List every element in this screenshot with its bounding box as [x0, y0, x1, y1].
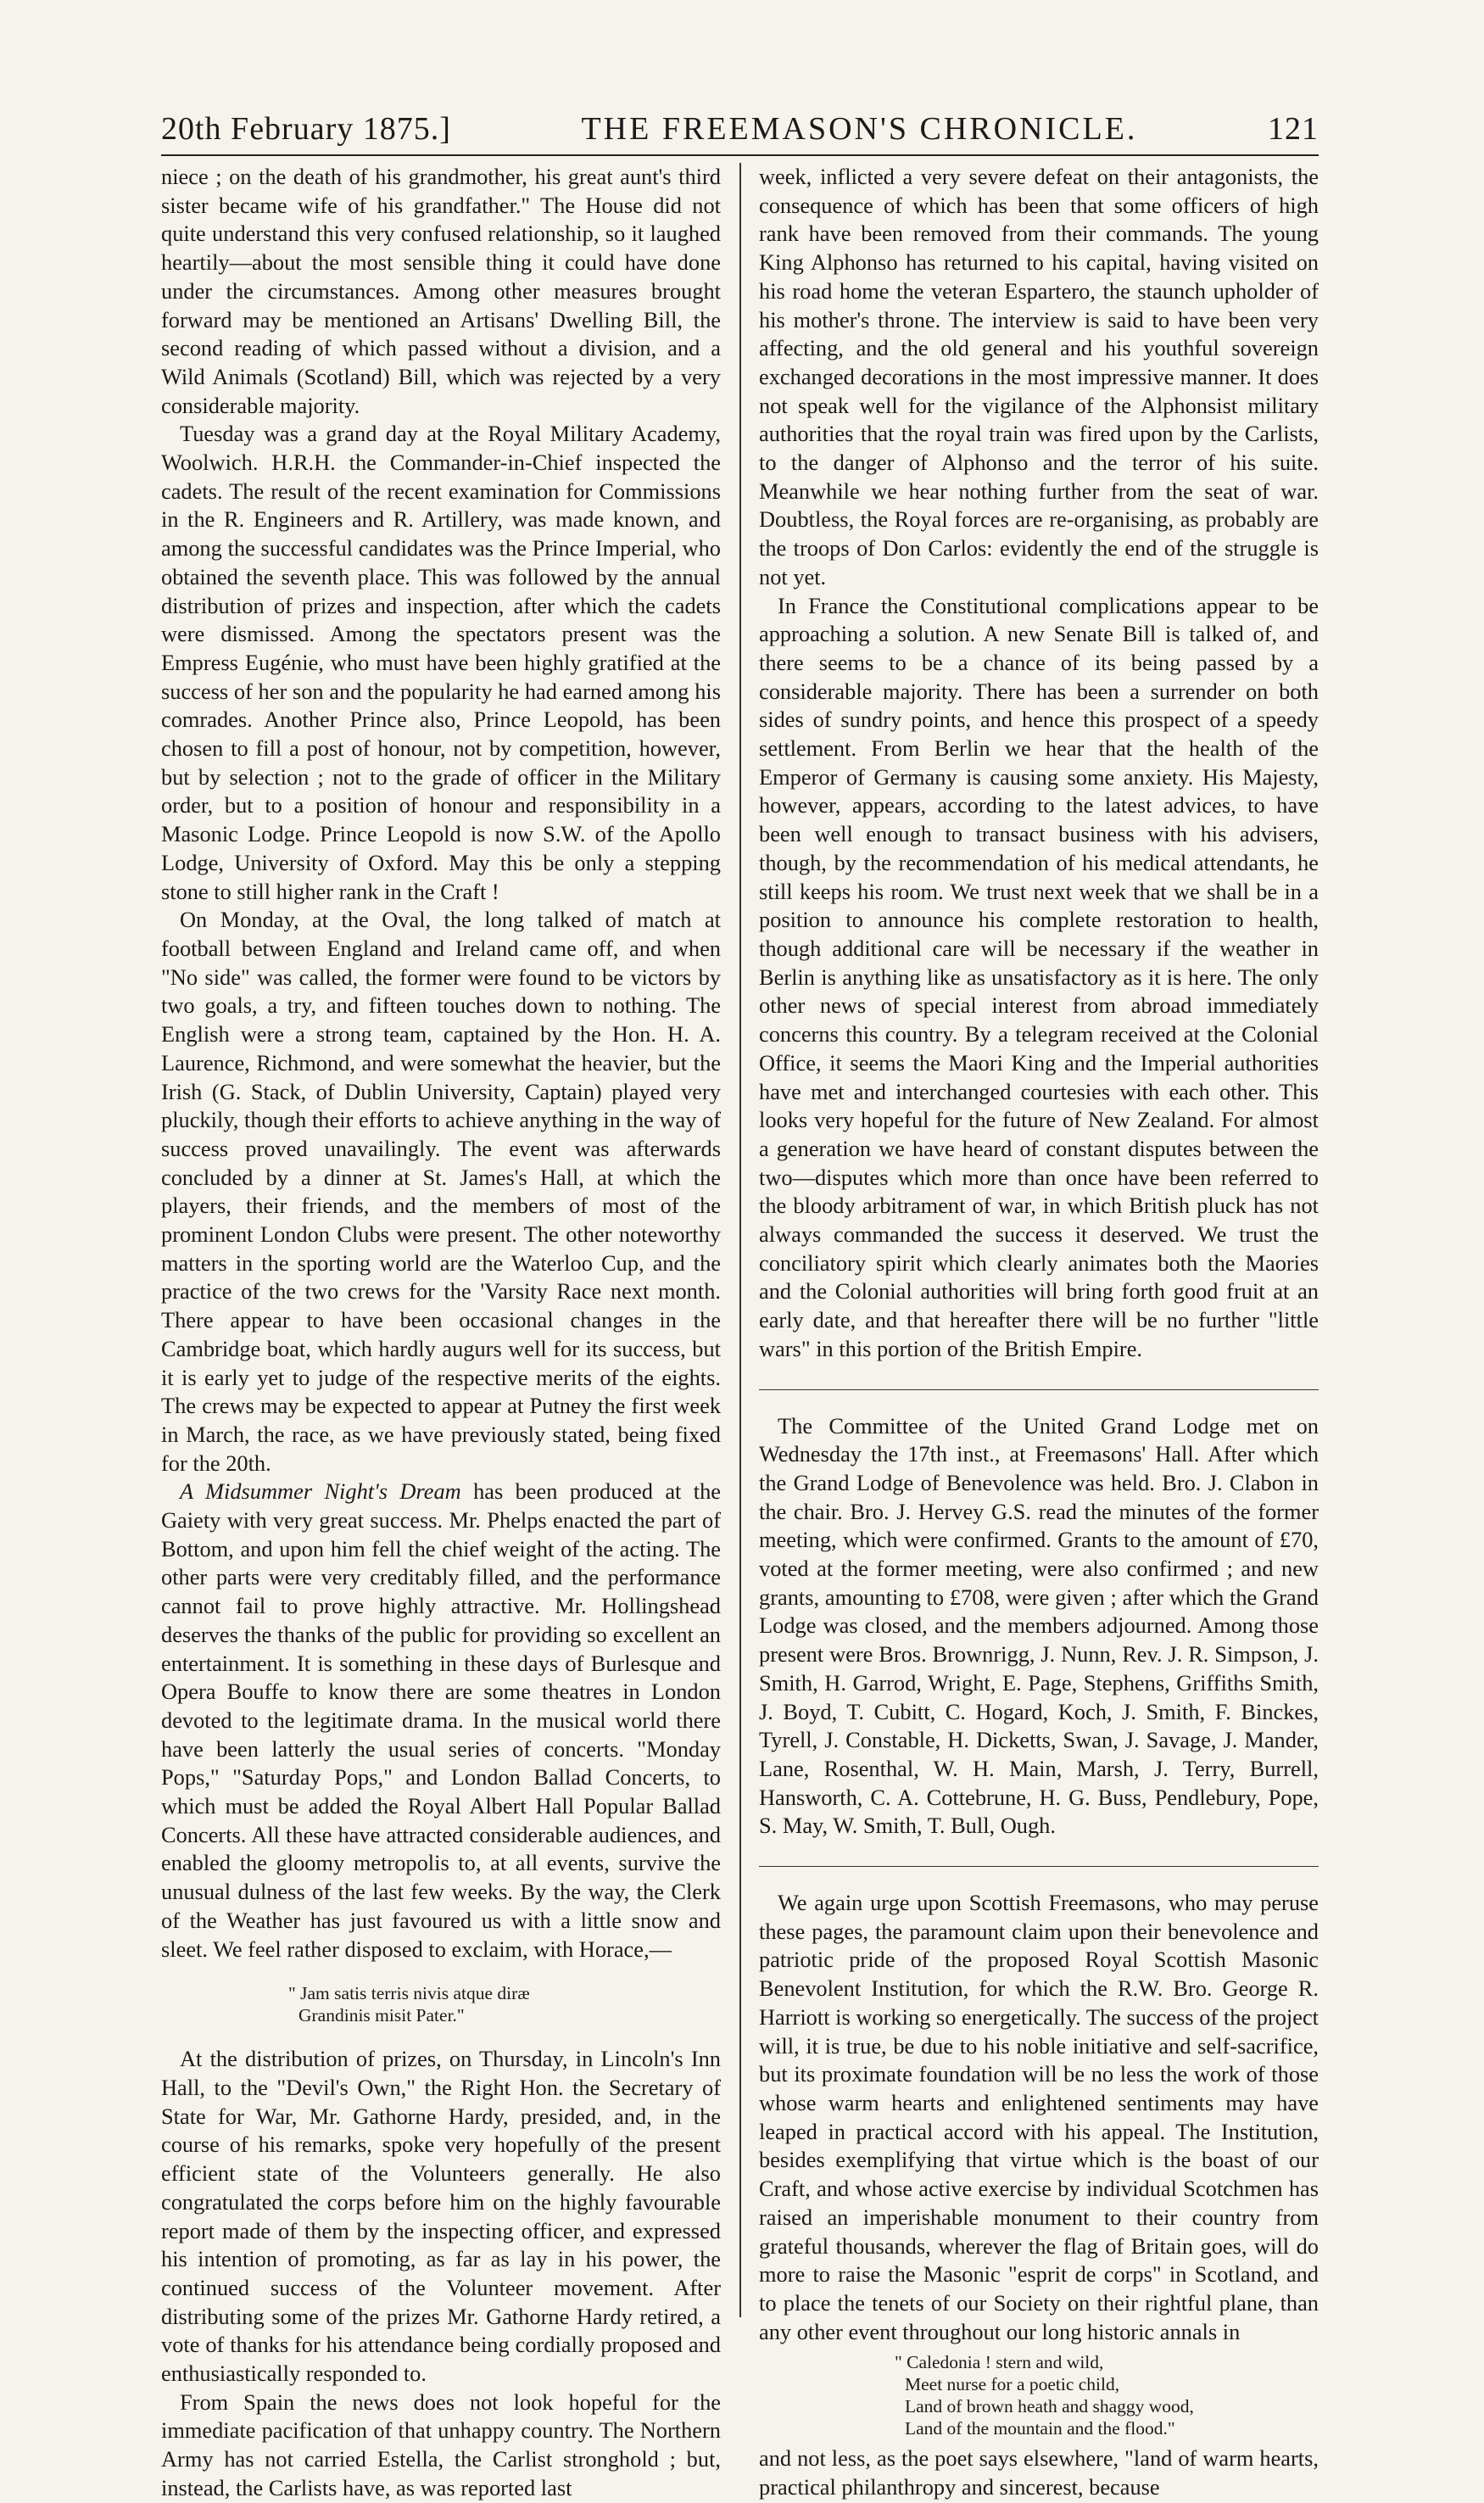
- right-column: [752, 163, 1319, 2500]
- paragraph-theatre-text: has been produced at the Gaiety with very great success. Mr. Phelps enacted the part of Bottom, and upon him fell the chief weight of the acting. The other parts were very creditably filled, and the performance cannot fail to prove highly attractive. Mr. Hollingshead deserves the thanks of the public for providing so excellent an entertainment. It is something in these days of Burlesque and Opera Bouffe to know there are some theatres in London devoted to the legitimate drama. In the musical world there have been latterly the usual series of concerts. "Monday Pops," "Saturday Pops," and London Ballad Concerts, to which must be added the Royal Albert Hall Popular Ballad Concerts. All these have attracted considerable audiences, and enabled the gloomy metropolis to, at all events, survive the unusual dulness of the last few weeks. By the way, the Clerk of the Weather has just favoured us with a little snow and sleet. We feel rather disposed to exclaim, with Horace,—: [161, 1478, 721, 1962]
- paragraph-woolwich: Tuesday was a grand day at the Royal Military Academy, Woolwich. H.R.H. the Commander-in-Chief inspected the cadets. The result of the recent examination for Commissions in the R. Engineers and R. Artillery, was made known, and among the successful candidates was the Prince Imperial, who obtained the seventh place. This was followed by the annual distribution of prizes and inspection, after which the cadets were dismissed. Among the spectators present was the Empress Eugénie, who must have been highly gratified at the success of her son and the popularity he had earned among his comrades. Another Prince also, Prince Leopold, has been chosen to fill a post of honour, not by competition, however, but by selection ; not to the grade of officer in the Military order, but to a position of honour and responsibility in a Masonic Lodge. Prince Leopold is now S.W. of the Apollo Lodge, University of Oxford. May this be only a stepping stone to still higher rank in the Craft !: [161, 421, 721, 904]
- header-rule: [161, 154, 1319, 156]
- page-number: 121: [1268, 111, 1319, 147]
- column-divider: [739, 163, 741, 2317]
- section-separator: [759, 1866, 1319, 1867]
- caledonia-quote: [759, 2351, 1319, 2439]
- paragraph-scottish: We again urge upon Scottish Freemasons, who may peruse these pages, the paramount claim upon their benevolence and patriotic pride of the proposed Royal Scottish Masonic Benevolent Institution, for which the R.W. Bro. George R. Harriott is working so energetically. The success of the project will, it is true, be due to his noble initiative and self-sacrifice, but its proximate foundation will be no less the work of those whose warm hearts and enlightened sentiments may have leaped in practical accord with his appeal. The Institution, besides exemplifying that virtue which is the boast of our Craft, and whose active exercise by individual Scotchmen has raised an imperishable monument to their country from grateful thousands, wherever the flag of Britain goes, will do more to raise the Masonic "esprit de corps" in Scotland, and to place the tenets of our Society on their rightful plane, than any other event throughout our long historic annals in: [759, 1890, 1319, 2344]
- paragraph-grand-lodge: The Committee of the United Grand Lodge met on Wednesday the 17th inst., at Freemasons' Hall. After which the Grand Lodge of Benevolence was held. Bro. J. Clabon in the chair. Bro. J. Hervey G.S. read the minutes of the former meeting, which were confirmed. Grants to the amount of £70, voted at the former meeting, were also confirmed ; and new grants, amounting to £708, were given ; after which the Grand Lodge was closed, and the members adjourned. Among those present were Bros. Brownrigg, J. Nunn, Rev. J. R. Simpson, J. Smith, H. Garrod, Wright, E. Page, Stephens, Griffiths Smith, J. Boyd, T. Cubitt, C. Hogard, Koch, J. Smith, F. Binckes, Tyrell, J. Constable, H. Dicketts, Swan, J. Savage, J. Mander, Lane, Rosenthal, W. H. Main, Marsh, J. Terry, Burrell, Hansworth, C. A. Cottebrune, H. G. Buss, Pendlebury, Pope, S. May, W. Smith, T. Bull, Ough.: [759, 1412, 1319, 1839]
- paragraph-football: On Monday, at the Oval, the long talked of match at football between England and Ireland came off, and when "No side" was called, the former were found to be victors by two goals, a try, and fifteen touches down to nothing. The English were a strong team, captained by the Hon. H. A. Laurence, Richmond, and were somewhat the heavier, but the Irish (G. Stack, of Dublin University, Captain) played very pluckily, though their efforts to achieve anything in the way of success proved unavailingly. The event was afterwards concluded by a dinner at St. James's Hall, at which the players, their friends, and the members of most of the prominent London Clubs were present. The other noteworthy matters in the sporting world are the Waterloo Cup, and the practice of the two crews for the 'Varsity Race next month. There appear to have been occasional changes in the Cambridge boat, which hardly augurs well for its success, but it is early yet to judge of the respective merits of the eights. The crews may be expected to appear at Putney the first week in March, the race, as we have previously stated, being fixed for the 20th.: [161, 907, 721, 1476]
- horace-quote: [161, 1982, 721, 2026]
- verse-line: " Jam satis terris nivis atque diræ: [288, 1983, 530, 2004]
- paragraph-france: In France the Constitutional complications appear to be approaching a solution. A new Senate Bill is talked of, and there seems to be a chance of its being passed by a considerable majority. There has been a surrender on both sides of sundry points, and hence this prospect of a speedy settlement. From Berlin we hear that the health of the Emperor of Germany is causing some anxiety. His Majesty, however, appears, according to the latest advices, to have been well enough to transact business with his advisers, though, by the recommendation of his medical attendants, he still keeps his room. We trust next week that we shall be in a position to announce his complete restoration to health, though additional care will be necessary if the weather in Berlin is anything like as unsatisfactory as it is here. The only other news of special interest from abroad immediately concerns this country. By a telegram received at the Colonial Office, it seems the Maori King and the Imperial authorities have met and interchanged courtesies with each other. This looks very hopeful for the future of New Zealand. For almost a generation we have heard of constant disputes between the two—disputes which more than once have been referred to the bloody arbitrament of war, in which British pluck has not always commanded the success it deserved. We trust the conciliatory spirit which clearly animates both the Maories and the Colonial authorities will bring forth good fruit at an early date, and that hereafter there will be no further "little wars" in this portion of the British Empire.: [759, 592, 1319, 1361]
- verse-line: Land of brown heath and shaggy wood,: [905, 2396, 1194, 2417]
- issue-date: 20th February 1875.]: [161, 111, 451, 147]
- article-columns: [161, 163, 1319, 2500]
- verse-line: Meet nurse for a poetic child,: [905, 2374, 1120, 2395]
- verse-line: Grandinis misit Pater.": [298, 2005, 465, 2026]
- play-title: A Midsummer Night's Dream: [180, 1478, 461, 1505]
- paragraph-closing: and not less, as the poet says elsewhere, "land of warm hearts, practical philanthropy and sincerest, because: [759, 2445, 1319, 2500]
- paragraph-parliament: niece ; on the death of his grandmother, his great aunt's third sister became wife of his grandfather." The House did not quite understand this very confused relationship, so it laughed heartily—about the most sensible thing it could have done under the circumstances. Among other measures brought forward may be mentioned an Artisans' Dwelling Bill, the second reading of which passed without a division, and a Wild Animals (Scotland) Bill, which was rejected by a very considerable majority.: [161, 164, 721, 418]
- section-separator: [759, 1389, 1319, 1390]
- publication-title: THE FREEMASON'S CHRONICLE.: [581, 111, 1138, 147]
- left-column: [161, 163, 728, 2500]
- paragraph-spain-continued: week, inflicted a very severe defeat on their antagonists, the consequence of which has been that some officers of high rank have been removed from their commands. The young King Alphonso has returned to his capital, having visited on his road home the veteran Espartero, the staunch upholder of his mother's throne. The interview is said to have been very affecting, and the old general and his youthful sovereign exchanged decorations in the most impressive manner. It does not speak well for the vigilance of the Alphonsist military authorities that the royal train was fired upon by the Carlists, to the danger of Alphonso and the terror of his suite. Meanwhile we hear nothing further from the seat of war. Doubtless, the Royal forces are re-organising, as probably are the troops of Don Carlos: evidently the end of the struggle is not yet.: [759, 164, 1319, 589]
- paragraph-theatre: [161, 1478, 721, 1964]
- paragraph-spain: From Spain the news does not look hopeful for the immediate pacification of that unhappy country. The Northern Army has not carried Estella, the Carlist stronghold ; but, instead, the Carlists have, as was reported last: [161, 2388, 721, 2500]
- verse-line: Land of the mountain and the flood.": [905, 2418, 1175, 2439]
- verse-line: " Caledonia ! stern and wild,: [895, 2352, 1104, 2373]
- paragraph-volunteers: At the distribution of prizes, on Thursday, in Lincoln's Inn Hall, to the "Devil's Own," the Right Hon. the Secretary of State for War, Mr. Gathorne Hardy, presided, and, in the course of his remarks, spoke very hopefully of the present efficient state of the Volunteers generally. He also congratulated the corps before him on the highly favourable report made of them by the inspecting officer, and expressed his intention of promoting, as far as lay in his power, the continued success of the Volunteer movement. After distributing some of the prizes Mr. Gathorne Hardy retired, a vote of thanks for his attendance being cordially proposed and enthusiastically responded to.: [161, 2046, 721, 2387]
- masthead: [161, 110, 1319, 154]
